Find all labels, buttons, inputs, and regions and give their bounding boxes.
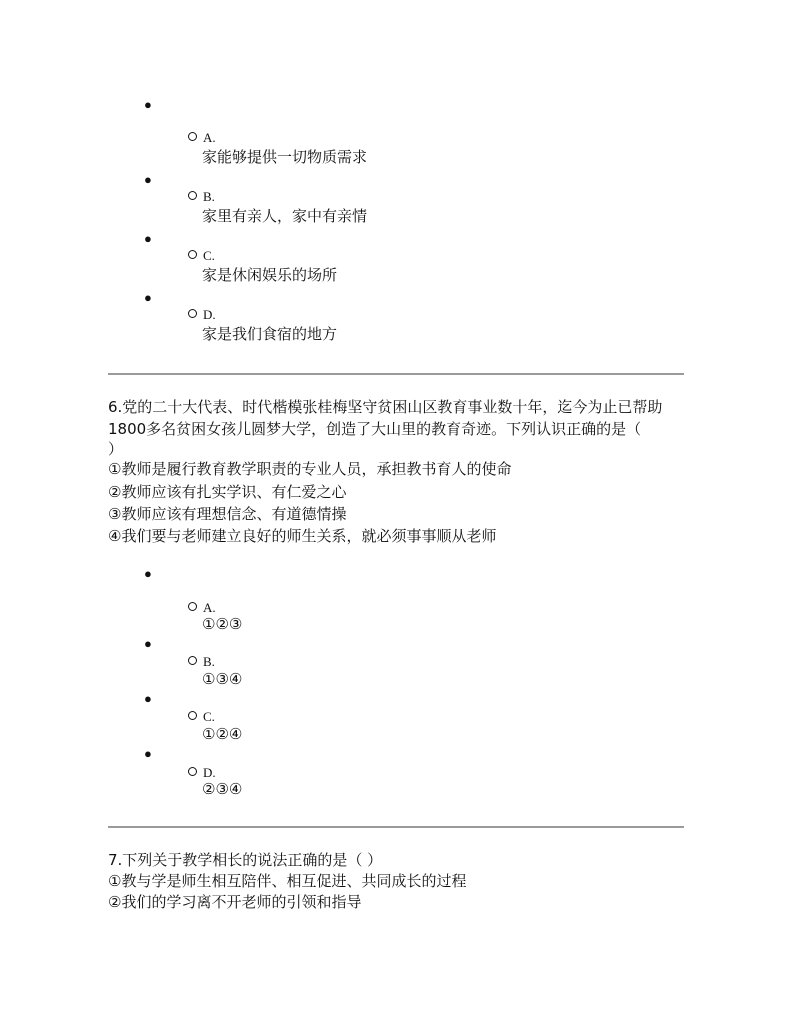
option-c-label[interactable]: C. xyxy=(188,709,215,725)
option-b-label[interactable]: B. xyxy=(188,654,215,670)
option-b-label[interactable]: B. xyxy=(188,189,215,205)
statement-2: ②教师应该有扎实学识、有仁爱之心 xyxy=(108,483,347,501)
option-d-label[interactable]: D. xyxy=(188,307,216,323)
list-bullet: ● xyxy=(144,290,152,305)
option-a-text: ①②③ xyxy=(202,615,243,633)
statement-1: ①教与学是师生相互陪伴、相互促进、共同成长的过程 xyxy=(108,872,467,890)
divider xyxy=(108,826,684,828)
question-stem-line: ） xyxy=(108,440,124,458)
statement-3: ③教师应该有理想信念、有道德情操 xyxy=(108,505,347,523)
question-stem-line: 6.党的二十大代表、时代楷模张桂梅坚守贫困山区教育事业数十年，迄今为止已帮助 xyxy=(108,398,663,416)
statement-4: ④我们要与老师建立良好的师生关系，就必须事事顺从老师 xyxy=(108,527,497,545)
list-bullet: ● xyxy=(144,746,152,761)
statement-1: ①教师是履行教育教学职责的专业人员，承担教书育人的使命 xyxy=(108,460,512,478)
statement-2: ②我们的学习离不开老师的引领和指导 xyxy=(108,893,362,911)
question-stem-line: 1800多名贫困女孩儿圆梦大学，创造了大山里的教育奇迹。下列认识正确的是（ xyxy=(108,420,642,438)
radio-circle-icon[interactable] xyxy=(188,132,197,141)
option-b-text: ①③④ xyxy=(202,670,243,688)
option-a-label[interactable]: A. xyxy=(188,130,216,146)
radio-circle-icon[interactable] xyxy=(188,711,197,720)
radio-circle-icon[interactable] xyxy=(188,191,197,200)
option-c-text: 家是休闲娱乐的场所 xyxy=(202,266,338,284)
radio-circle-icon[interactable] xyxy=(188,767,197,776)
list-bullet: ● xyxy=(144,172,152,187)
radio-circle-icon[interactable] xyxy=(188,250,197,259)
radio-circle-icon[interactable] xyxy=(188,656,197,665)
option-a-text: 家能够提供一切物质需求 xyxy=(202,148,368,166)
option-d-label[interactable]: D. xyxy=(188,765,216,781)
list-bullet: ● xyxy=(144,566,152,581)
radio-circle-icon[interactable] xyxy=(188,602,197,611)
option-c-text: ①②④ xyxy=(202,725,243,743)
radio-circle-icon[interactable] xyxy=(188,309,197,318)
divider xyxy=(108,373,684,375)
option-b-text: 家里有亲人，家中有亲情 xyxy=(202,207,368,225)
list-bullet: ● xyxy=(144,231,152,246)
option-c-label[interactable]: C. xyxy=(188,248,215,264)
option-d-text: ②③④ xyxy=(202,780,243,798)
list-bullet: ● xyxy=(144,97,152,112)
question-stem-line: 7.下列关于教学相长的说法正确的是（ ） xyxy=(108,851,383,869)
option-d-text: 家是我们食宿的地方 xyxy=(202,325,338,343)
list-bullet: ● xyxy=(144,691,152,706)
option-a-label[interactable]: A. xyxy=(188,600,216,616)
list-bullet: ● xyxy=(144,636,152,651)
